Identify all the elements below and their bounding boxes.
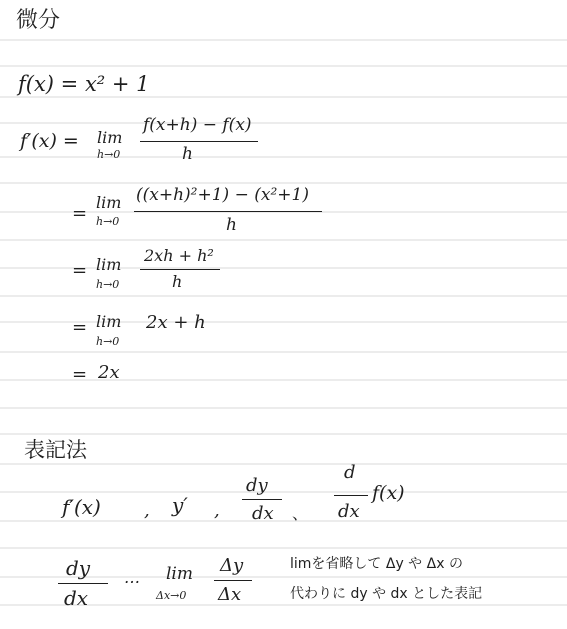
explanation-dx: dx <box>64 586 89 610</box>
fraction-bar <box>140 141 258 142</box>
step-3-limit-subscript: h→0 <box>96 335 120 348</box>
fraction-bar <box>214 580 252 581</box>
step-4-expression: 2x <box>98 362 120 383</box>
step-2-numerator: 2xh + h² <box>144 246 214 265</box>
explanation-delta-x: Δx <box>218 584 242 605</box>
notation-f-of-x: f(x) <box>372 482 405 504</box>
explanation-delta-y: Δy <box>220 555 244 576</box>
step-3-limit: lim <box>96 312 122 331</box>
explanation-limit-subscript: Δx→0 <box>156 589 187 602</box>
notation-separator: , <box>144 500 150 521</box>
difference-quotient-numerator: f(x+h) − f(x) <box>143 115 252 135</box>
function-definition: f(x) = x² + 1 <box>18 72 150 96</box>
limit-subscript: h→0 <box>97 148 121 161</box>
derivative-lhs: f′(x) = <box>20 130 79 152</box>
fraction-bar <box>58 583 108 584</box>
notation-f-prime: f′(x) <box>62 495 101 519</box>
notation-dx: dx <box>252 503 274 524</box>
step-1-denominator: h <box>226 215 237 235</box>
notation-separator: 、 <box>292 504 309 523</box>
step-2-denominator: h <box>172 272 183 291</box>
explanation-ellipsis: … <box>124 568 140 587</box>
step-3-equals: = <box>72 317 88 338</box>
fraction-bar <box>134 211 322 212</box>
notation-heading: 表記法 <box>24 438 87 462</box>
step-1-limit-subscript: h→0 <box>96 215 120 228</box>
step-1-numerator: ((x+h)²+1) − (x²+1) <box>136 185 309 205</box>
step-2-limit: lim <box>96 255 122 274</box>
step-2-limit-subscript: h→0 <box>96 278 120 291</box>
page-title: 微分 <box>16 8 61 33</box>
explanation-note-line-1: limを省略して Δy や Δx の <box>290 556 463 572</box>
fraction-bar <box>140 269 220 270</box>
notation-dy: dy <box>246 475 268 496</box>
limit-symbol: lim <box>97 128 123 147</box>
notation-dx: dx <box>338 501 360 522</box>
explanation-note-line-2: 代わりに dy や dx とした表記 <box>290 586 483 602</box>
fraction-bar <box>242 499 282 500</box>
fraction-bar <box>334 495 368 496</box>
notation-y-prime: y′ <box>172 493 188 517</box>
step-4-equals: = <box>72 364 88 385</box>
explanation-dy: dy <box>66 556 91 580</box>
notation-separator: , <box>214 500 220 521</box>
step-1-equals: = <box>72 203 88 224</box>
step-2-equals: = <box>72 260 88 281</box>
step-1-limit: lim <box>96 193 122 212</box>
explanation-limit: lim <box>166 564 193 584</box>
difference-quotient-denominator: h <box>182 144 193 164</box>
step-3-expression: 2x + h <box>146 312 206 333</box>
notation-d: d <box>344 462 356 483</box>
